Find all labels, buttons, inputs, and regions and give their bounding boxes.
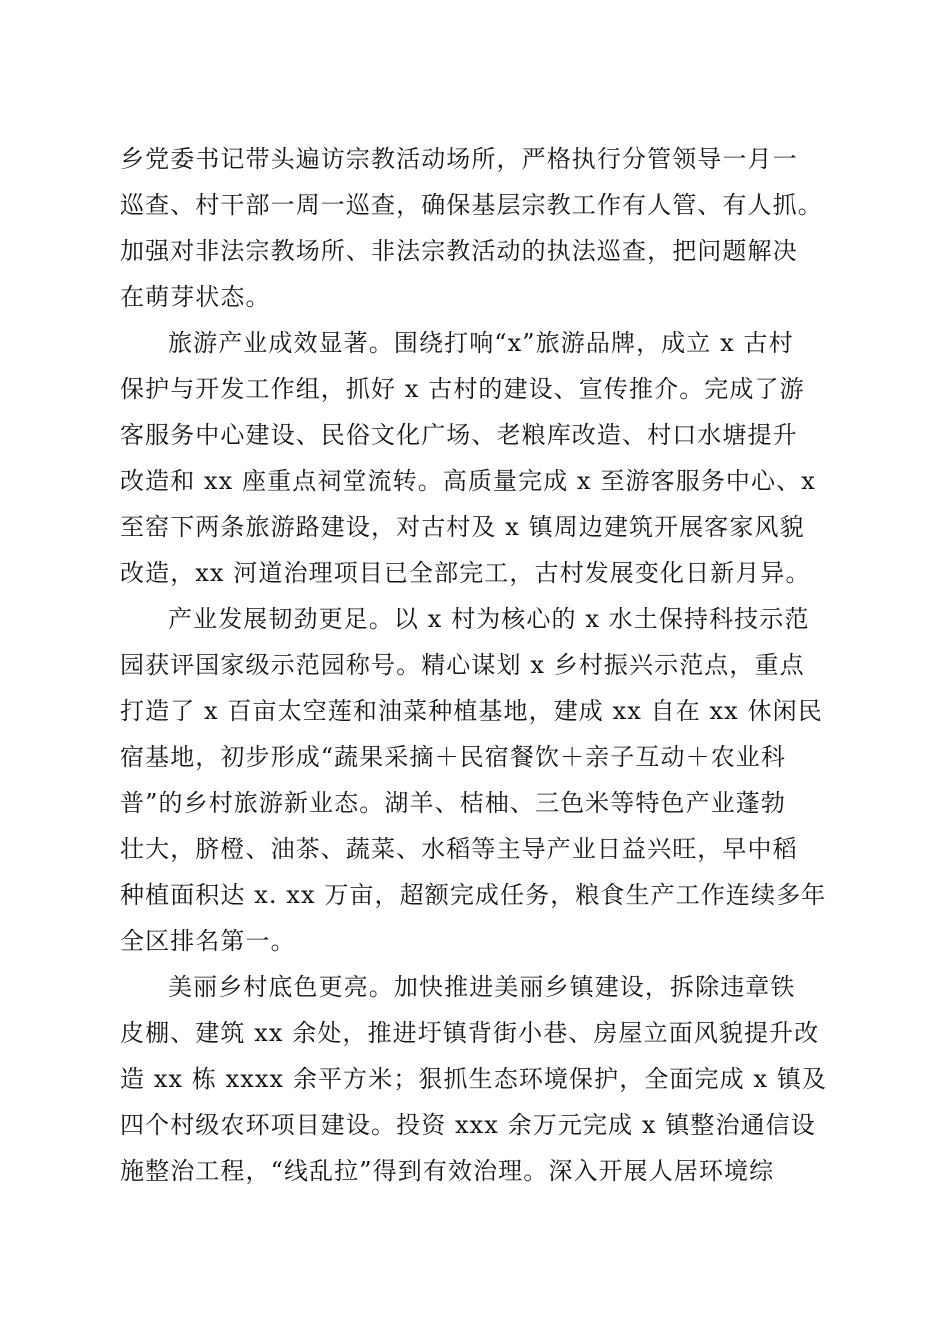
text-line: 全区排名第一。 [120,927,296,955]
text-line: 造 xx 栋 xxxx 余平方米；狠抓生态环境保护，全面完成 x 镇及 [120,1065,828,1093]
text-line: 壮大，脐橙、油茶、蔬菜、水稻等主导产业日益兴旺，早中稻 [120,835,798,863]
text-line: 在萌芽状态。 [120,283,271,311]
text-line: 加强对非法宗教场所、非法宗教活动的执法巡查，把问题解决 [120,237,798,265]
paragraph-heading-industry: 产业发展韧劲更足。以 x 村为核心的 x 水土保持科技示范 [168,605,810,633]
text-line: 种植面积达 x. xx 万亩，超额完成任务，粮食生产工作连续多年 [120,881,827,909]
text-line: 改造，xx 河道治理项目已全部完工，古村发展变化日新月异。 [120,559,811,587]
paragraph-heading-tourism: 旅游产业成效显著。围绕打响“x”旅游品牌，成立 x 古村 [168,329,794,357]
text-line: 巡查、村干部一周一巡查，确保基层宗教工作有人管、有人抓。 [120,191,823,219]
text-line: 四个村级农环项目建设。投资 xxx 余万元完成 x 镇整治通信设 [120,1111,816,1139]
paragraph-heading-village: 美丽乡村底色更亮。加快推进美丽乡镇建设，拆除违章铁 [168,973,796,1001]
text-line: 施整治工程，“线乱拉”得到有效治理。深入开展人居环境综 [120,1157,775,1185]
text-line: 乡党委书记带头遍访宗教活动场所，严格执行分管领导一月一 [120,145,798,173]
text-line: 客服务中心建设、民俗文化广场、老粮库改造、村口水塘提升 [120,421,798,449]
text-line: 园获评国家级示范园称号。精心谋划 x 乡村振兴示范点，重点 [120,651,805,679]
text-line: 皮棚、建筑 xx 余处，推进圩镇背街小巷、房屋立面风貌提升改 [120,1019,820,1047]
text-line: 改造和 xx 座重点祠堂流转。高质量完成 x 至游客服务中心、x [120,467,816,495]
text-line: 普”的乡村旅游新业态。湖羊、桔柚、三色米等特色产业蓬勃 [120,789,786,817]
text-line: 保护与开发工作组，抓好 x 古村的建设、宣传推介。完成了游 [120,375,805,403]
text-line: 宿基地，初步形成“蔬果采摘＋民宿餐饮＋亲子互动＋农业科 [120,743,786,771]
text-line: 至窑下两条旅游路建设，对古村及 x 镇周边建筑开展客家风貌 [120,513,805,541]
text-line: 打造了 x 百亩太空莲和油菜种植基地，建成 xx 自在 xx 休闲民 [120,697,823,725]
